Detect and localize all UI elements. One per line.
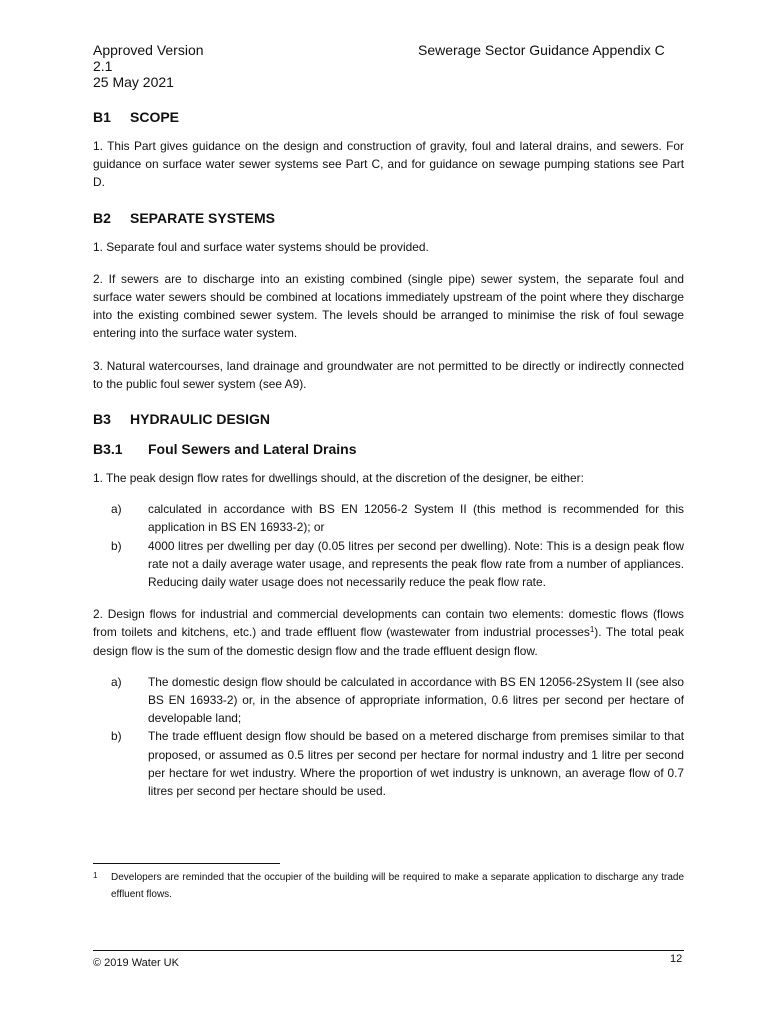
list-item: [93, 673, 684, 728]
dwelling-flow-options-list: [93, 500, 684, 591]
paragraph-b1-1: 1. This Part gives guidance on the design and construction of gravity, foul and lateral drains, and sewers. For guidance on surface water sewer systems see Part C, and for guidance on sewage pumping stations see Part D.: [93, 139, 684, 190]
list-item-label: a): [111, 674, 122, 689]
subsection-title: Foul Sewers and Lateral Drains: [148, 441, 357, 458]
design-flow-elements-list: [93, 673, 684, 800]
list-item-label: b): [111, 729, 122, 744]
paragraph-text-before-ref: 2. Design flows for industrial and commercial developments can contain two elements: domestic flows (flows from toilets and kitchens, etc.) and trade effluent flow (wastewater from industrial processes: [93, 607, 684, 640]
header-version-block: [93, 42, 204, 90]
paragraph-b2-2: 2. If sewers are to discharge into an existing combined (single pipe) sewer system, the separate foul and surface water sewers should be combined at locations immediately upstream of the point where they discharge into the existing combined sewer system. The levels should be arranged to minimise the risk of foul sewage entering into the surface water system.: [93, 271, 684, 341]
section-heading-b2: [93, 209, 684, 227]
footer-divider: [93, 950, 684, 951]
footnote: [93, 869, 684, 903]
subsection-heading-b3-1: [93, 440, 684, 458]
section-title: SEPARATE SYSTEMS: [130, 209, 275, 226]
list-item-text: calculated in accordance with BS EN 12056-2 System II (this method is recommended for this application in BS EN 16933-2); or: [148, 502, 684, 535]
section-number: B3: [93, 411, 111, 428]
header-document-title: Sewerage Sector Guidance Appendix C: [418, 42, 665, 58]
paragraph-b2-3: 3. Natural watercourses, land drainage and groundwater are not permitted to be directly or indirectly connected to the public foul sewer system (see A9).: [93, 358, 684, 391]
section-heading-b1: [93, 108, 684, 126]
list-item-text: 4000 litres per dwelling per day (0.05 litres per second per dwelling). Note: This is a design peak flow rate not a daily average water usage, and represents the peak flow rate from a number of appliances. Reducing daily water usage does not necessarily reduce the peak flow rate.: [148, 538, 684, 590]
list-item-label: a): [111, 502, 122, 517]
header-version-label: Approved Version: [93, 42, 204, 58]
footer-copyright: © 2019 Water UK: [93, 957, 179, 969]
list-item: [93, 727, 684, 800]
section-number: B1: [93, 109, 111, 125]
footnote-text: Developers are reminded that the occupier of the building will be required to make a separate application to discharge any trade effluent flows.: [111, 872, 684, 900]
subsection-number: B3.1: [93, 441, 123, 458]
paragraph-b31-1: 1. The peak design flow rates for dwellings should, at the discretion of the designer, be either:: [93, 471, 584, 486]
section-number: B2: [93, 209, 111, 226]
list-item: [93, 500, 684, 536]
list-item-text: The trade effluent design flow should be based on a metered discharge from premises similar to that proposed, or assumed as 0.5 litres per second per hectare for normal industry and 1 litre per second per hectare for wet industry. Where the proportion of wet industry is unknown, an average flow of 0.7 litres per second per hectare should be used.: [148, 729, 684, 799]
header-version-number: 2.1: [93, 58, 113, 74]
list-item-label: b): [111, 538, 122, 553]
header-date: 25 May 2021: [93, 74, 174, 90]
page-number: 12: [670, 953, 683, 965]
paragraph-text-after-ref: ). The total peak design flow is the sum of the domestic design flow and the trade effluent design flow.: [93, 625, 684, 658]
section-title: HYDRAULIC DESIGN: [130, 411, 271, 428]
paragraph-b2-1: 1. Separate foul and surface water systems should be provided.: [93, 239, 429, 254]
list-item: [93, 537, 684, 592]
paragraph-b31-2: [93, 605, 684, 660]
footnote-separator: [93, 863, 280, 864]
footnote-mark: 1: [93, 871, 98, 880]
section-heading-b3: [93, 410, 684, 428]
page-content: [93, 108, 684, 800]
list-item-text: The domestic design flow should be calculated in accordance with BS EN 12056-2System II (see also BS EN 16933-2) or, in the absence of appropriate information, 0.6 litres per second per hectare of developable land;: [148, 674, 684, 726]
footnote-reference[interactable]: 1: [589, 625, 595, 635]
section-title: SCOPE: [130, 109, 180, 125]
